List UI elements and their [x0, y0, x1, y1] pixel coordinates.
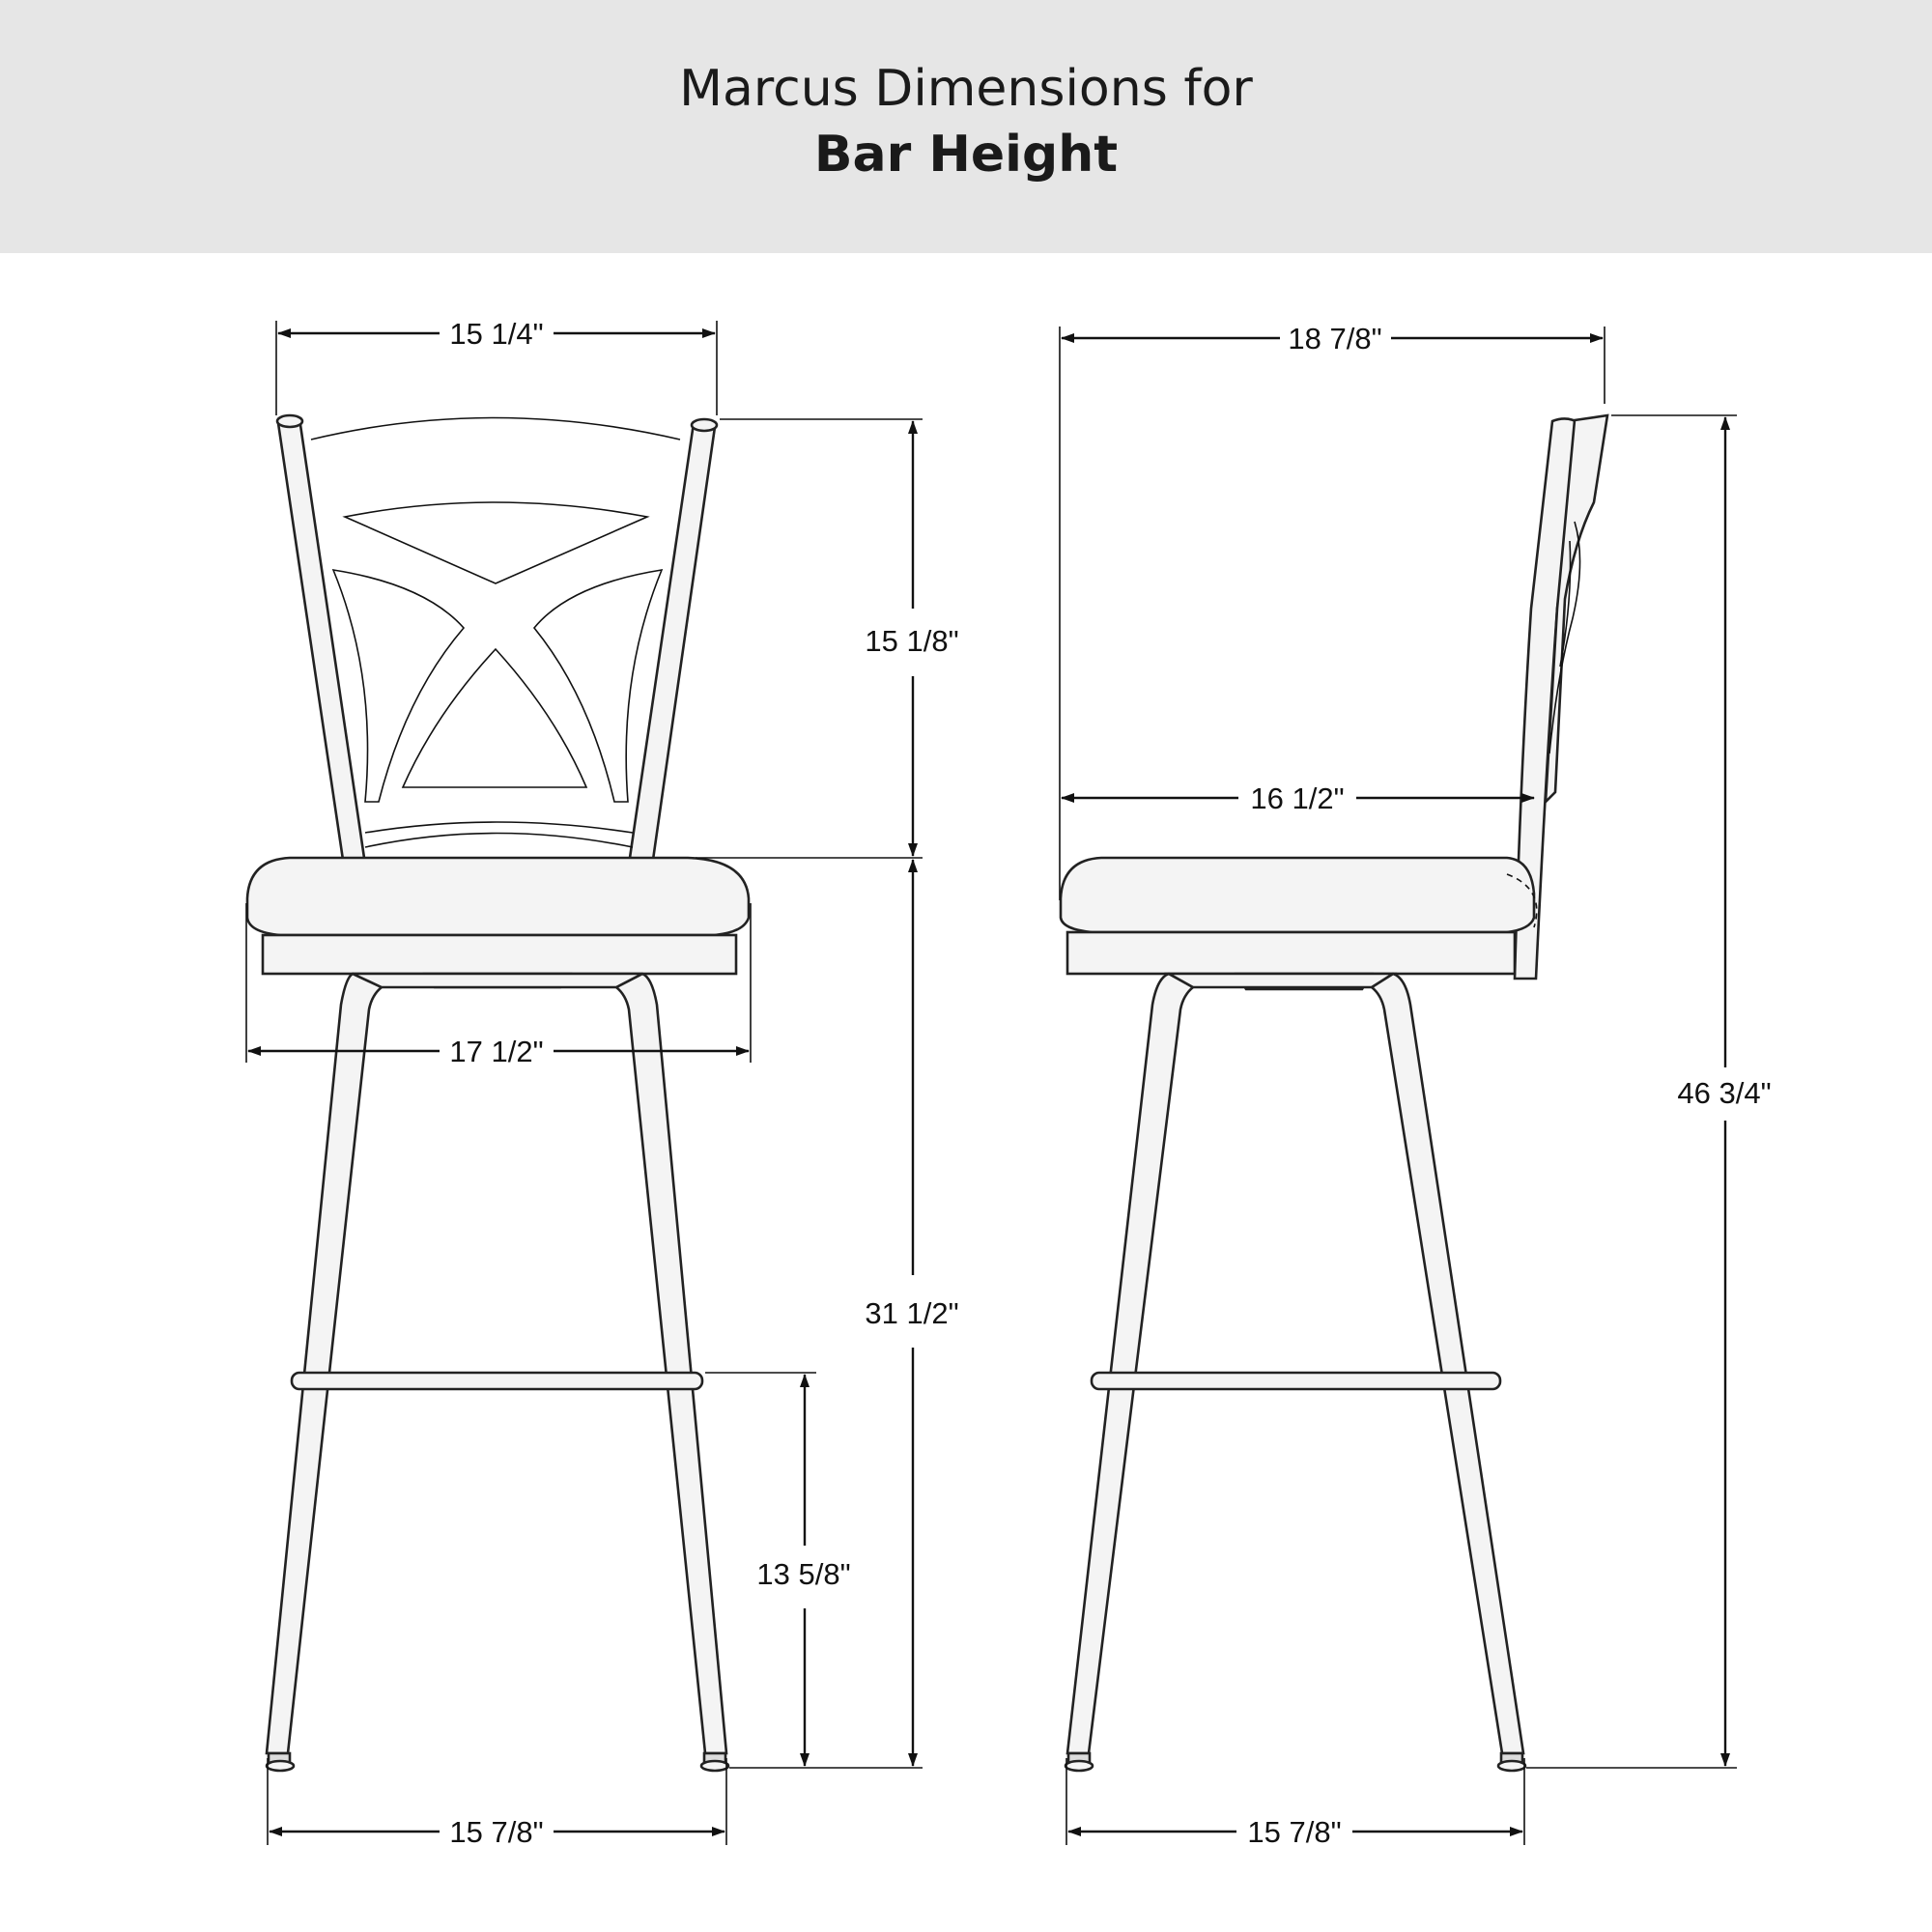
- front-seat-height-label: 31 1/2": [865, 1296, 959, 1330]
- side-overall-depth-label: 18 7/8": [1288, 322, 1382, 355]
- front-seat-cushion: [247, 858, 749, 935]
- diagram-subtitle: Bar Height: [813, 126, 1119, 184]
- front-base-width-label: 15 7/8": [449, 1815, 544, 1849]
- side-left-leg: [1067, 974, 1193, 1753]
- front-back-height-label: 15 1/8": [865, 624, 959, 658]
- front-right-leg: [616, 974, 726, 1753]
- front-back-width-label: 15 1/4": [449, 317, 544, 351]
- front-left-leg: [267, 974, 382, 1753]
- front-view-stool: [247, 415, 749, 1771]
- side-overall-height-label: 46 3/4": [1677, 1076, 1772, 1110]
- front-left-back-post: [278, 418, 364, 860]
- front-footrest-height-label: 13 5/8": [756, 1557, 851, 1591]
- side-base-width-label: 15 7/8": [1247, 1815, 1342, 1849]
- side-view-stool: [1061, 415, 1607, 1771]
- front-back-cross-pattern: [345, 502, 647, 583]
- side-seat-depth-label: 16 1/2": [1250, 781, 1345, 815]
- side-seat-band: [1067, 932, 1515, 974]
- side-footrest: [1092, 1373, 1500, 1389]
- diagram-title: Marcus Dimensions for: [679, 60, 1253, 118]
- front-right-back-post: [630, 423, 715, 860]
- front-seat-band: [263, 935, 736, 974]
- front-seat-width-label: 17 1/2": [449, 1035, 544, 1068]
- side-seat-cushion: [1061, 858, 1534, 932]
- front-footrest: [292, 1373, 702, 1389]
- side-right-leg: [1372, 974, 1523, 1753]
